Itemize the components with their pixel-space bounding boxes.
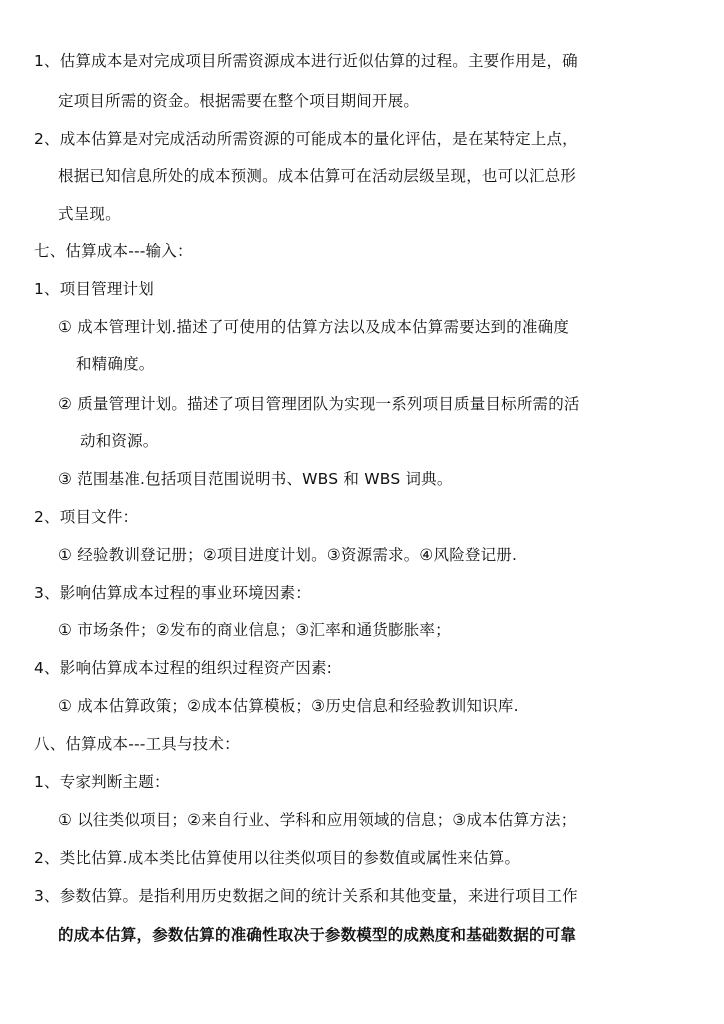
paragraph-line-bold: 的成本估算，参数估算的准确性取决于参数模型的成熟度和基础数据的可靠 — [58, 926, 577, 944]
paragraph-line-5: 式呈现。 — [58, 205, 121, 223]
list-item-heading: 3、参数估算。是指利用历史数据之间的统计关系和其他变量，来进行项目工作 — [34, 887, 578, 905]
list-item-heading: 1、项目管理计划 — [34, 280, 154, 298]
paragraph-line-4: 根据已知信息所处的成本预测。成本估算可在活动层级呈现，也可以汇总形 — [58, 167, 577, 185]
list-item-heading: 3、影响估算成本过程的事业环境因素： — [34, 584, 311, 602]
list-subitem: ① 成本估算政策；②成本估算模板；③历史信息和经验教训知识库. — [58, 697, 519, 715]
paragraph-line-3: 2、成本估算是对完成活动所需资源的可能成本的量化评估，是在某特定上点， — [34, 130, 578, 148]
list-subitem: ① 以往类似项目；②来自行业、学科和应用领域的信息；③成本估算方法； — [58, 811, 577, 829]
paragraph-line-1: 1、估算成本是对完成项目所需资源成本进行近似估算的过程。主要作用是，确 — [34, 52, 578, 70]
section-heading-7: 七、估算成本---输入： — [34, 242, 193, 260]
list-item-heading: 1、专家判断主题： — [34, 773, 170, 791]
list-subitem-continuation: 和精确度。 — [76, 355, 155, 373]
list-subitem: ② 质量管理计划。描述了项目管理团队为实现一系列项目质量目标所需的活 — [58, 395, 580, 413]
paragraph-line-2: 定项目所需的资金。根据需要在整个项目期间开展。 — [58, 92, 420, 110]
list-subitem: ① 经验教训登记册；②项目进度计划。③资源需求。④风险登记册. — [58, 546, 518, 564]
list-item-heading: 2、类比估算.成本类比估算使用以往类似项目的参数值或属性来估算。 — [34, 849, 521, 867]
list-subitem-continuation: 动和资源。 — [80, 432, 159, 450]
list-subitem: ③ 范围基准.包括项目范围说明书、WBS 和 WBS 词典。 — [58, 470, 453, 488]
section-heading-8: 八、估算成本---工具与技术： — [34, 735, 240, 753]
list-subitem: ① 市场条件；②发布的商业信息；③汇率和通货膨胀率； — [58, 621, 451, 639]
list-item-heading: 2、项目文件： — [34, 508, 139, 526]
list-item-heading: 4、影响估算成本过程的组织过程资产因素: — [34, 659, 333, 677]
list-subitem: ① 成本管理计划.描述了可使用的估算方法以及成本估算需要达到的准确度 — [58, 318, 570, 336]
